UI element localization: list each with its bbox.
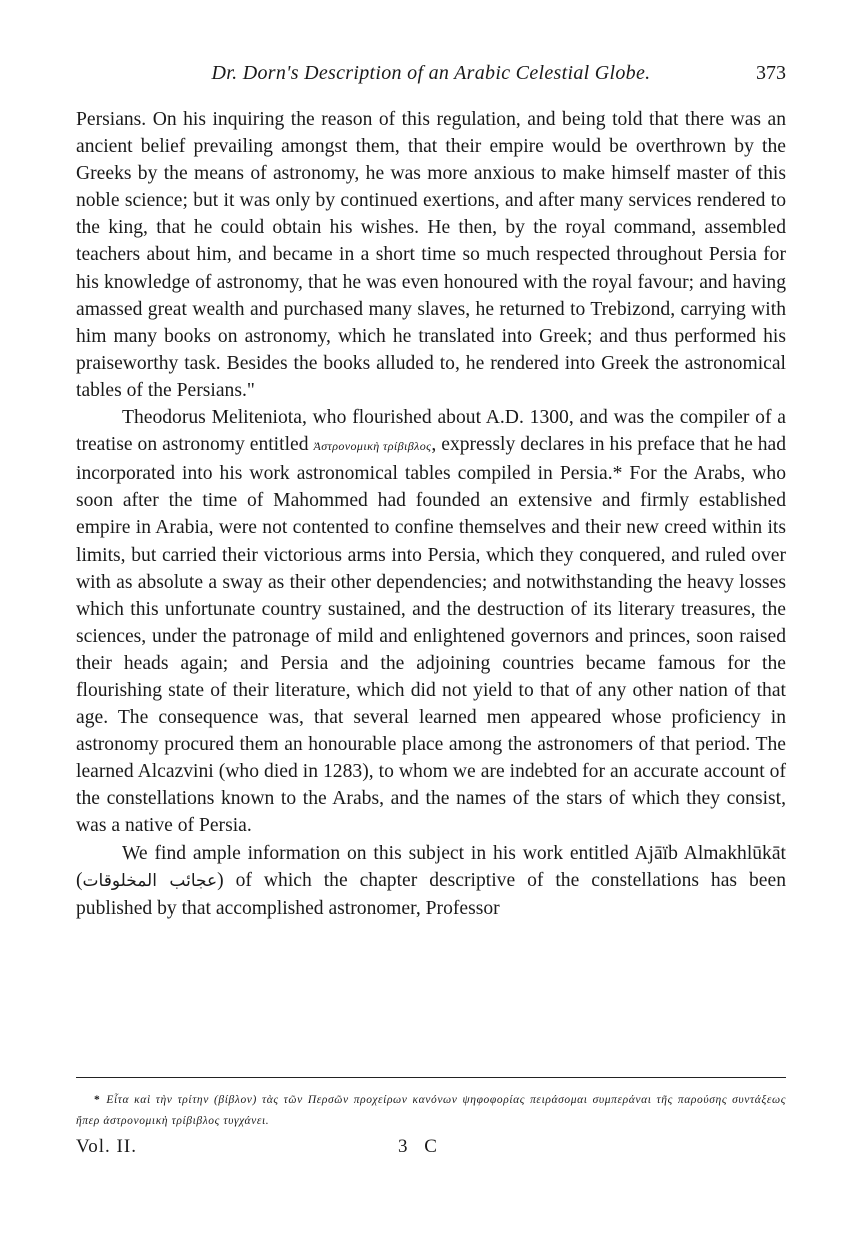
footnote-text: Εἶτα καὶ τὴν τρίτην (βίβλον) τὰς τῶν Περσῶν προχείρων κανόνων ψηφοφορίας πειράσομαι συμπεράναι τῆς παρούσης συντάξεως ἤπερ ἀστρονομικὴ τρίβιβλος τυγχάνει. — [76, 1094, 786, 1127]
footnote-rule — [76, 1077, 786, 1078]
footnote-marker: * — [94, 1094, 101, 1106]
paragraph-2-text-a: Theodorus Meliteniota, who flourished about A.D. 1300, and was the compiler of a treatise on astronomy entitled — [76, 407, 786, 456]
paragraph-2-text-b: , expressly declares in his preface that he had incorporated into his work astronomical tables compiled in Persia.* For the Arabs, who soon after the time of Mahommed had founded an extensive and firmly established empire in Arabia, were not contented to confine themselves and their new creed within its limits, but carried their victorious arms into Persia, which they conquered, and ruled over with as absolute a sway as their other dependencies; and notwithstanding the heavy losses which this unfortunate country sustained, and the destruction of its literary treasures, the sciences, under the patronage of mild and enlightened governors and princes, soon raised their heads again; and Persia and the adjoining countries became famous for the flourishing state of their literature, which did not yield to that of any other nation of that age. The consequence was, that several learned men appeared whose proficiency in astronomy procured them an honourable place among the astronomers of that period. The learned Alcazvini (who died in 1283), to whom we are indebted for an accurate account of the constellations known to the Arabs, and the names of the stars of which they consist, was a native of Persia. — [76, 434, 787, 837]
running-head — [76, 62, 786, 88]
paragraph-3 — [76, 840, 786, 922]
paragraph-2 — [76, 404, 786, 840]
signature-mark: 3 C — [398, 1136, 443, 1157]
footnote — [76, 1090, 786, 1132]
running-title: Dr. Dorn's Description of an Arabic Celestial Globe. — [211, 62, 651, 84]
arabic-title: عجائب المخلوقات — [82, 870, 218, 891]
paragraph-3-text-a: We find ample information on this subject in his work entitled Ajāïb Almakhlūkāt ( — [76, 842, 786, 891]
signature-line — [76, 1136, 786, 1164]
page-number: 373 — [756, 62, 786, 84]
paragraph-3-text-b: ) of which the chapter descriptive of the constellations has been published by that accomplished astronomer, Professor — [76, 869, 786, 919]
body-text — [76, 106, 786, 922]
paragraph-1: Persians. On his inquiring the reason of this regulation, and being told that there was an ancient belief prevailing amongst them, that their empire would be overthrown by the Greeks by the means of astronomy, he was more anxious to make himself master of this noble science; but it was only by continued exertions, and after many services rendered to the king, that he could obtain his wishes. He then, by the royal command, assembled teachers about him, and became in a short time so much respected throughout Persia for his knowledge of astronomy, that he was even honoured with the royal favour; and having amassed great wealth and purchased many slaves, he returned to Trebizond, carrying with him many books on astronomy, which he translated into Greek; and thus performed his praiseworthy task. Besides the books alluded to, he rendered into Greek the astronomical tables of the Persians." — [76, 109, 786, 401]
greek-title: Ἀστρονομικὴ τρίβιβλος — [313, 439, 432, 454]
volume-label: Vol. II. — [76, 1136, 137, 1157]
